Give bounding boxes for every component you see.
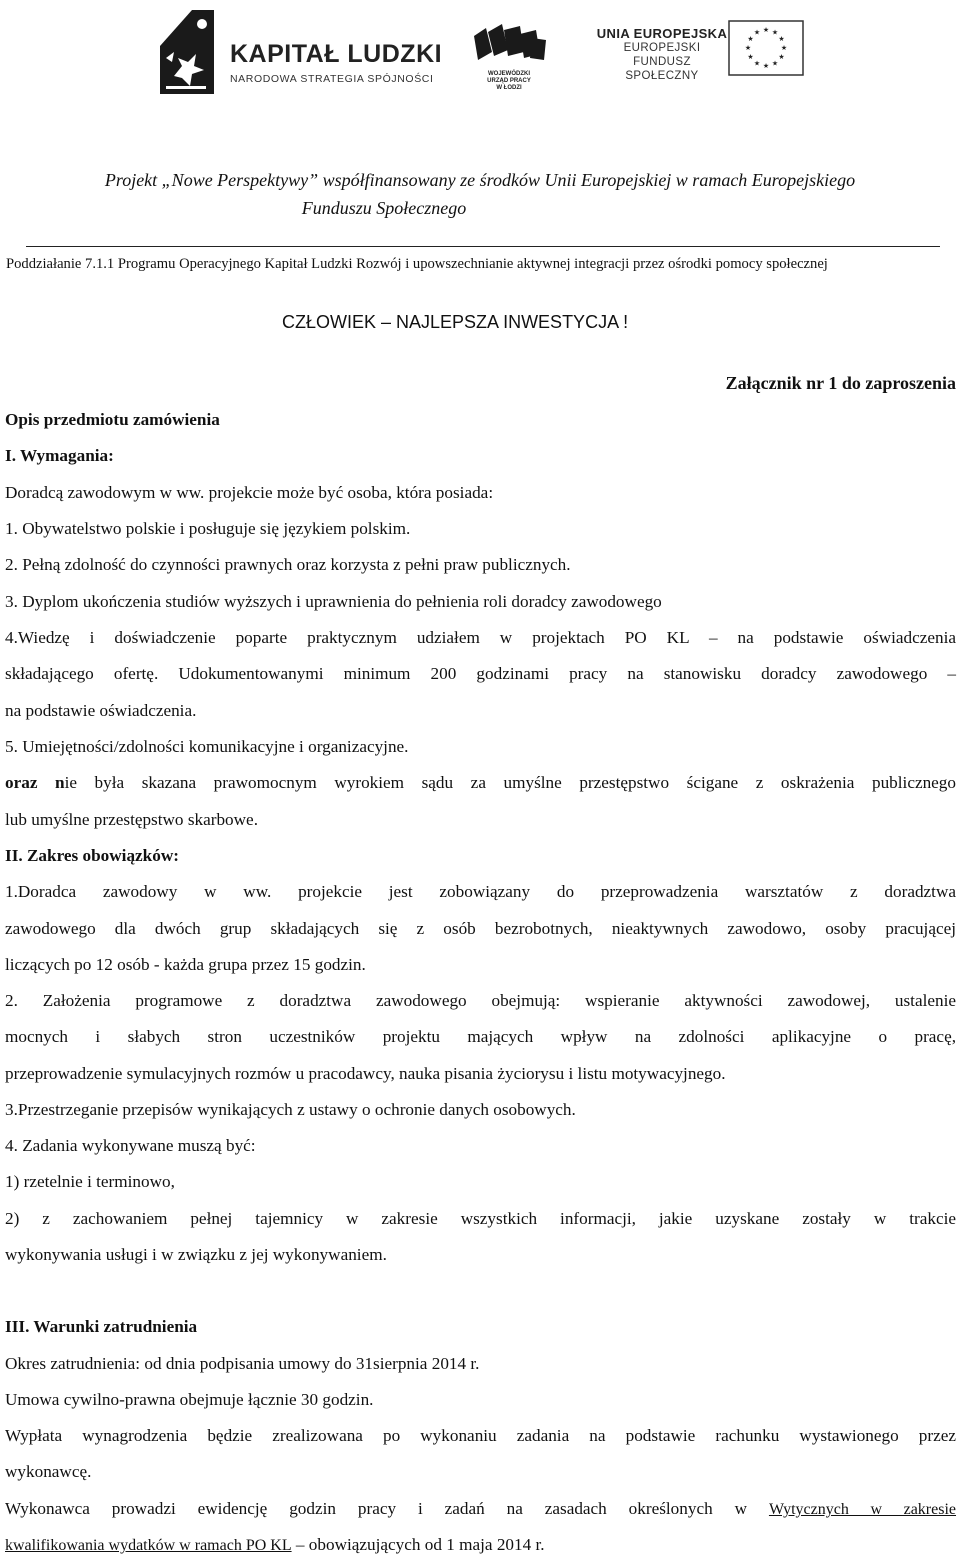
project-title-line1: Projekt „Nowe Perspektywy” współfinansowany ze środków Unii Europejskiej w ramach Europejskiego bbox=[104, 170, 856, 190]
svg-text:★: ★ bbox=[747, 35, 754, 43]
svg-text:★: ★ bbox=[762, 26, 770, 34]
requirement-5: 5. Umiejętności/zdolności komunikacyjne i organizacyjne. bbox=[5, 737, 409, 756]
svg-text:★: ★ bbox=[762, 62, 770, 70]
records-line1 bbox=[5, 1499, 956, 1519]
requirement-4-line3: na podstawie oświadczenia. bbox=[5, 701, 197, 720]
heading-employment-terms: III. Warunki zatrudnienia bbox=[5, 1317, 198, 1336]
duty-4-item-1: 1) rzetelnie i terminowo, bbox=[5, 1172, 175, 1191]
heading-requirements: I. Wymagania: bbox=[5, 446, 114, 465]
subaction-text: Poddziałanie 7.1.1 Programu Operacyjnego Kapitał Ludzki Rozwój i upowszechnianie aktywnej integracji przez ośrodki pomocy społecznej bbox=[6, 256, 828, 272]
wup-line3: W ŁODZI bbox=[496, 85, 522, 91]
svg-text:★: ★ bbox=[771, 59, 779, 68]
header-divider bbox=[26, 246, 940, 247]
wup-line1: WOJEWÓDZKI bbox=[488, 71, 530, 77]
svg-text:★: ★ bbox=[753, 28, 761, 37]
svg-text:★: ★ bbox=[771, 28, 779, 37]
eu-flag-icon bbox=[728, 20, 804, 76]
guidelines-link[interactable]: Wytycznych w zakresie bbox=[768, 1501, 957, 1518]
duty-4-item-2-line2: wykonywania usługi i w związku z jej wykonywaniem. bbox=[5, 1245, 387, 1264]
svg-text:★: ★ bbox=[780, 44, 788, 52]
duty-2-line3: przeprowadzenie symulacyjnych rozmów u pracodawcy, nauka pisania życiorysu i listu motywacyjnego. bbox=[5, 1064, 726, 1083]
payment-line2: wykonawcę. bbox=[5, 1462, 92, 1481]
requirement-2: 2. Pełną zdolność do czynności prawnych oraz korzysta z pełni praw publicznych. bbox=[5, 555, 571, 574]
attachment-label: Załącznik nr 1 do zaproszenia bbox=[725, 373, 956, 393]
wup-emblem-icon bbox=[470, 22, 548, 66]
guidelines-link-cont[interactable]: kwalifikowania wydatków w ramach PO KL bbox=[5, 1537, 292, 1554]
requirements-intro: Doradcą zawodowym w ww. projekcie może być osoba, która posiada: bbox=[5, 483, 494, 502]
requirement-conviction-rest: ie była skazana prawomocnym wyrokiem sądu za umyślne przestępstwo ścigane z oskrażenia publicznego bbox=[64, 773, 956, 792]
requirement-conviction-line2: lub umyślne przestępstwo skarbowe. bbox=[5, 810, 258, 829]
svg-text:★: ★ bbox=[747, 53, 754, 61]
wup-logo bbox=[470, 22, 550, 91]
ue-line3: FUNDUSZ SPOŁECZNY bbox=[625, 56, 699, 82]
duty-2-line1: 2. Założenia programowe z doradztwa zawodowego obejmują: wspieranie aktywności zawodowej, ustalenie bbox=[5, 991, 956, 1010]
employment-period: Okres zatrudnienia: od dnia podpisania umowy do 31sierpnia 2014 r. bbox=[5, 1354, 480, 1373]
duty-1-line3: liczących po 12 osób - każda grupa przez 15 godzin. bbox=[5, 955, 366, 974]
requirement-3: 3. Dyplom ukończenia studiów wyższych i uprawnienia do pełnienia roli doradcy zawodowego bbox=[5, 592, 662, 611]
ue-text bbox=[596, 26, 728, 83]
requirement-conviction-bold: oraz n bbox=[5, 773, 65, 792]
kapital-ludzki-subtitle: NARODOWA STRATEGIA SPÓJNOŚCI bbox=[230, 73, 434, 85]
logo-bar bbox=[0, 0, 960, 110]
requirement-1: 1. Obywatelstwo polskie i posługuje się językiem polskim. bbox=[5, 519, 411, 538]
contract-hours: Umowa cywilno-prawna obejmuje łącznie 30 godzin. bbox=[5, 1390, 374, 1409]
ue-line2: EUROPEJSKI bbox=[623, 42, 701, 54]
svg-text:★: ★ bbox=[753, 59, 761, 68]
kapital-ludzki-title: KAPITAŁ LUDZKI bbox=[230, 40, 443, 68]
requirement-4-line2: składającego ofertę. Udokumentowanymi minimum 200 godzinami pracy na stanowisku doradcy zawodowego – bbox=[5, 664, 956, 683]
records-validity: – obowiązujących od 1 maja 2014 r. bbox=[295, 1535, 545, 1554]
duty-4-item-2-line1: 2) z zachowaniem pełnej tajemnicy w zakresie wszystkich informacji, jakie uzyskane zostały w trakcie bbox=[5, 1209, 956, 1228]
kapital-ludzki-text bbox=[230, 40, 442, 85]
heading-duties: II. Zakres obowiązków: bbox=[5, 846, 179, 865]
duty-3: 3.Przestrzeganie przepisów wynikających z ustawy o ochronie danych osobowych. bbox=[5, 1100, 576, 1119]
requirement-conviction-line1 bbox=[5, 773, 956, 793]
section-title-description: Opis przedmiotu zamówienia bbox=[5, 410, 220, 429]
duty-1-line2: zawodowego dla dwóch grup składających się z osób bezrobotnych, nieaktywnych zawodowo, osoby pracującej bbox=[5, 919, 956, 938]
duty-4: 4. Zadania wykonywane muszą być: bbox=[5, 1136, 256, 1155]
ue-line1: UNIA EUROPEJSKA bbox=[596, 26, 728, 41]
duty-2-line2: mocnych i słabych stron uczestników projektu mających wpływ na zdolności aplikacyjne o pracę, bbox=[5, 1027, 956, 1046]
ue-logo bbox=[596, 26, 816, 96]
svg-text:★: ★ bbox=[744, 44, 752, 52]
svg-text:★: ★ bbox=[778, 35, 785, 43]
records-text: Wykonawca prowadzi ewidencję godzin pracy i zadań na zasadach określonych w bbox=[5, 1499, 748, 1518]
duty-1-line1: 1.Doradca zawodowy w ww. projekcie jest zobowiązany do przeprowadzenia warsztatów z doradztwa bbox=[5, 882, 956, 901]
payment-line1: Wypłata wynagrodzenia będzie zrealizowana po wykonaniu zadania na podstawie rachunku wystawionego przez bbox=[5, 1426, 956, 1445]
slogan: CZŁOWIEK – NAJLEPSZA INWESTYCJA ! bbox=[282, 312, 629, 332]
kapital-ludzki-emblem-icon bbox=[152, 6, 218, 98]
project-title-line2: Funduszu Społecznego bbox=[301, 198, 467, 218]
kapital-ludzki-logo bbox=[152, 6, 452, 102]
wup-line2: URZĄD PRACY bbox=[487, 78, 531, 84]
records-line2 bbox=[5, 1535, 545, 1555]
svg-text:★: ★ bbox=[778, 53, 785, 61]
requirement-4-line1: 4.Wiedzę i doświadczenie poparte praktycznym udziałem w projektach PO KL – na podstawie oświadczenia bbox=[5, 628, 956, 647]
